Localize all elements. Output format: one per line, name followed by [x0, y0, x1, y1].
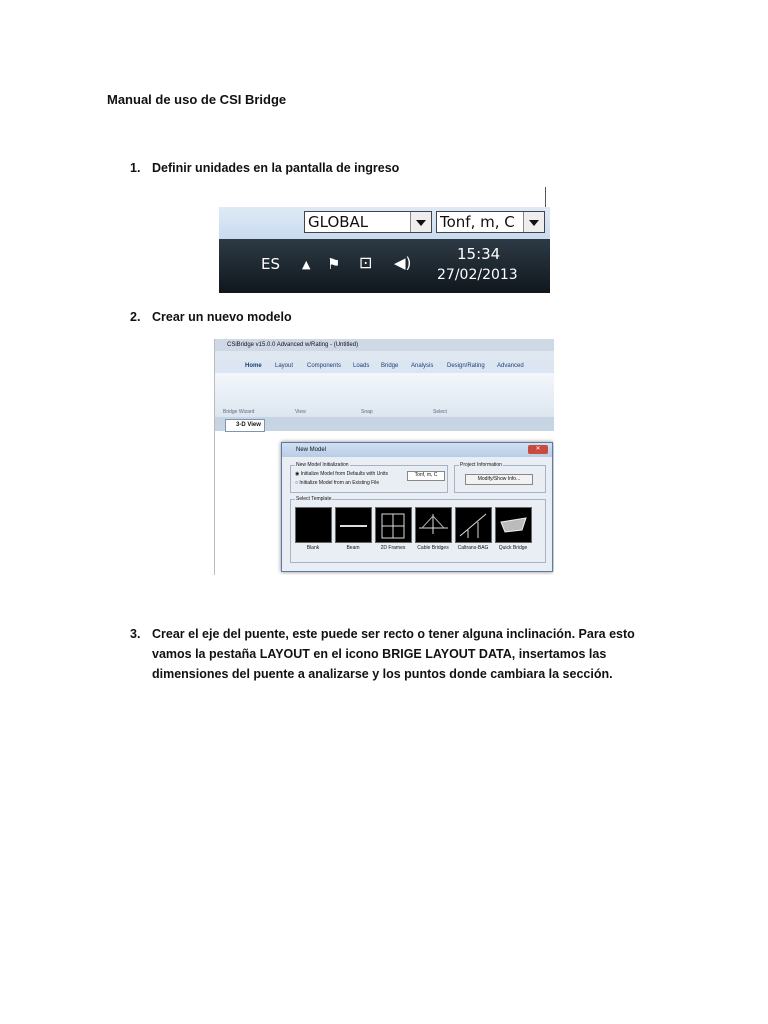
tab-home[interactable]: Home: [245, 363, 262, 369]
beam-icon: [336, 508, 371, 542]
window-title: CSiBridge v15.0.0 Advanced w/Rating - (Untitled): [227, 342, 359, 348]
coord-system-dropdown[interactable]: [304, 211, 432, 233]
option-label: Initialize Model from an Existing File: [299, 480, 380, 486]
fieldset-legend: Select Template: [296, 496, 332, 502]
dialog-title: New Model: [282, 443, 552, 457]
step-text: Crear un nuevo modelo: [152, 310, 292, 324]
quick-bridge-icon: [496, 508, 531, 542]
flag-icon[interactable]: ⚑: [327, 255, 341, 273]
language-indicator[interactable]: ES: [261, 255, 280, 273]
units-value: Tonf, m, C: [440, 213, 515, 231]
taskbar: [219, 239, 550, 293]
clock-date[interactable]: 27/02/2013: [437, 267, 518, 283]
project-fieldset: [454, 462, 546, 493]
ribbon-tabs: [215, 361, 554, 373]
radio-option-2[interactable]: ○ Initialize Model from an Existing File: [295, 480, 380, 486]
frame-icon: [376, 508, 411, 542]
network-icon[interactable]: ⊡: [359, 253, 373, 272]
template-label: Caltrans-BAG: [457, 545, 489, 551]
template-quick-bridge[interactable]: [495, 507, 532, 543]
close-icon[interactable]: ✕: [528, 445, 548, 454]
template-2d-frames[interactable]: [375, 507, 412, 543]
tab-analysis[interactable]: Analysis: [411, 363, 434, 369]
tab-loads[interactable]: Loads: [353, 363, 370, 369]
chevron-down-icon[interactable]: [410, 212, 431, 232]
ribbon: [215, 373, 554, 418]
window-titlebar: [215, 339, 554, 351]
option-label: Initialize Model from Defaults with Units: [300, 471, 389, 477]
new-model-dialog: [281, 442, 553, 572]
tray-arrow-icon[interactable]: ▲: [302, 258, 311, 271]
template-beam[interactable]: [335, 507, 372, 543]
csibridge-screenshot: [214, 339, 554, 575]
fieldset-legend: New Model Initialization: [296, 462, 349, 468]
coord-system-value: GLOBAL: [308, 213, 369, 231]
template-caltrans-bag[interactable]: [455, 507, 492, 543]
cable-bridge-icon: [416, 508, 451, 542]
tab-bridge[interactable]: Bridge: [381, 363, 399, 369]
units-screenshot: [219, 187, 550, 293]
document-title: Manual de uso de CSI Bridge: [107, 92, 287, 107]
init-fieldset: [290, 462, 448, 493]
tab-advanced[interactable]: Advanced: [497, 363, 524, 369]
ribbon-group-label: Snap: [361, 409, 373, 415]
step-number: 2.: [130, 310, 141, 324]
template-label: 2D Frames: [380, 545, 406, 551]
template-blank[interactable]: [295, 507, 332, 543]
tab-layout[interactable]: Layout: [275, 363, 294, 369]
ribbon-group-label: View: [295, 409, 306, 415]
template-cable-bridges[interactable]: [415, 507, 452, 543]
quick-access-toolbar: [215, 351, 554, 361]
modify-show-info-button[interactable]: Modify/Show Info...: [465, 474, 533, 485]
tab-3d-view[interactable]: 3-D View: [225, 419, 265, 432]
template-label: Quick Bridge: [498, 545, 528, 551]
radio-option-1[interactable]: ◉ Initialize Model from Defaults with Units: [295, 471, 389, 477]
caltrans-icon: [456, 508, 491, 542]
clock-time[interactable]: 15:34: [457, 245, 501, 263]
template-fieldset: [290, 496, 546, 563]
template-label: Beam: [346, 545, 360, 551]
tab-components[interactable]: Components: [307, 363, 342, 369]
units-dropdown[interactable]: [436, 211, 545, 233]
step-number: 3.: [130, 627, 141, 641]
tab-design-rating[interactable]: Design/Rating: [447, 363, 485, 369]
step-text: Crear el eje del puente, este puede ser recto o tener alguna inclinación. Para esto vamos la pestaña LAYOUT en el icono BRIGE LAYOUT DATA, insertamos las dimensiones del puente a analizarse y los puntos donde cambiara la sección.: [152, 627, 635, 681]
chevron-down-icon[interactable]: [523, 212, 544, 232]
divider: [545, 187, 546, 207]
volume-icon[interactable]: ◀): [394, 254, 412, 272]
ribbon-group-label: Bridge Wizard: [223, 409, 255, 415]
view-tab-bar: [215, 417, 554, 431]
step-number: 1.: [130, 161, 141, 175]
ribbon-group-label: Select: [433, 409, 447, 415]
template-label: Blank: [306, 545, 320, 551]
template-label: Cable Bridges: [417, 545, 449, 551]
fieldset-legend: Project Information: [460, 462, 502, 468]
step-text: Definir unidades en la pantalla de ingreso: [152, 161, 400, 175]
units-select[interactable]: Tonf, m, C: [407, 471, 445, 481]
